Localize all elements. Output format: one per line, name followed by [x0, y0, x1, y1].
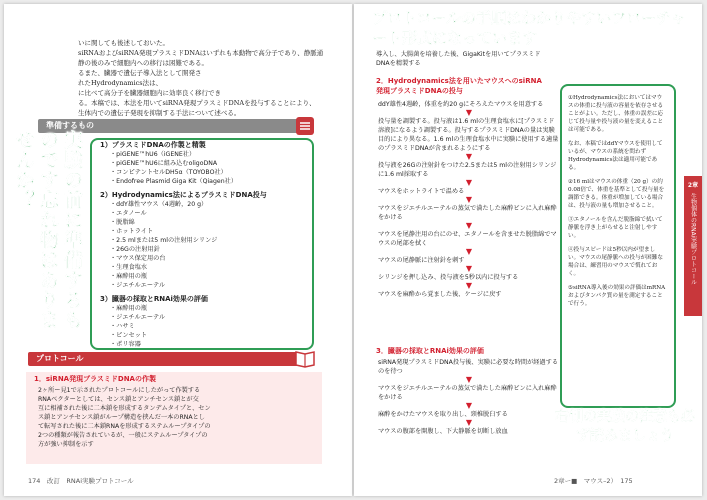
prep-group-title: 2）Hydrodynamics法によるプラスミドDNA投与	[100, 191, 267, 199]
arrow-down-icon: ▼	[465, 247, 473, 256]
protocol-line: ス鎖とアンチセンス鎖がループ構造を挟んだ一本のRNAとし	[38, 414, 205, 421]
prep-item: ・コンピテントセルDH5α（TOYOBO社）	[110, 169, 227, 176]
prep-item: ・麻酔用の瓶	[110, 273, 148, 280]
prep-item: ・ddY雄性マウス（4週齢，20 g）	[110, 201, 208, 208]
sec3-title: 3．臓器の採取とRNAi効果の評価	[376, 347, 484, 355]
prep-item: ・piGENE™hU6（iGENE社）	[110, 151, 196, 158]
prep-item: ・麻酔用の瓶	[110, 305, 148, 312]
prep-callout: 実験の前に準備するものです忘れ物はありませんか？	[13, 130, 83, 330]
chapter-number: 2章	[687, 182, 699, 189]
intro-line: いに関しても後述しておいた。	[78, 39, 169, 47]
sec2-title: 2．Hydrodynamics法を用いたマウスへのsiRNA発現プラスミドDNAの投与	[376, 77, 542, 95]
chapter-tab	[684, 176, 702, 316]
prep-item: ・ピンセット	[110, 332, 148, 339]
flow-step: シリンジを押し込み、投与液を5秒以内に投与する	[378, 274, 519, 281]
flow-step: 投与液を26Gの注射針をつけた2.5または5 mlの注射用シリンジに1.6 ml採取する	[378, 162, 557, 178]
note-item: ③エタノールを含んだ脱脂綿で拭いて静脈を浮き上がらせると注射しやすい。	[568, 217, 663, 239]
protocol-line: 2ヶ所ー見1で示されたプロトコールにしたがって作製する	[38, 387, 201, 394]
protocol-line: 2つの種類が報告されているが、一般にステムループタイプの	[38, 432, 208, 439]
intro-line: る。本稿では、本法を用いてsiRNA発現プラスミドDNAを投与することにより、	[78, 99, 316, 107]
protocol-line: 方が強い抑制を示す	[38, 441, 94, 448]
prep-item: ・Endofree Plasmid Giga Kit（Qiagen社）	[110, 178, 238, 185]
arrow-down-icon: ▼	[465, 375, 473, 384]
right-top-text	[376, 50, 566, 68]
right-page	[354, 4, 702, 496]
prep-item: ・生理食塩水	[110, 264, 148, 271]
prep-highlight-frame	[90, 138, 314, 350]
prep-group-title: 1）プラスミドDNAの作製と精製	[100, 141, 206, 149]
prep-item: ・piGENE™hU6に組み込むoligoDNA	[110, 160, 218, 167]
arrow-down-icon: ▼	[465, 418, 473, 427]
protocol-line: 互に相補された後に二本鎖を形成するタンデムタイプと、セン	[38, 405, 211, 412]
flow-step: マウスの腹部を開腹し、下大静脈を切断し放血	[378, 428, 508, 435]
right-footer: 2章ー■ マウス–2） 175	[554, 477, 633, 485]
prep-item: ・ホットライト	[110, 228, 154, 235]
prep-item: ・2.5 mlまたは5 mlの注射用シリンジ	[110, 237, 218, 244]
notes-callout: 右側の実験の注意も必ず読みましょう	[555, 409, 695, 444]
intro-line: に比べて高分子を臓器細胞内に効率良く移行でき	[78, 89, 221, 97]
note-item: なお、本稿ではddYマウスを使用しているが、マウスの系統を問わずHydrodynamics法は適用可能である。	[568, 141, 663, 171]
note-item: ①Hydrodynamics法においてはマウスの体重に投与液の容量を依存させることがよい。ただし、体重の誤差に応じて投与量や投与液の量を変えることは可能である。	[568, 95, 664, 133]
arrow-down-icon: ▼	[465, 264, 473, 273]
book-icon	[294, 347, 316, 369]
chapter-title: 生物個体のRNAi実験プロトコール	[689, 193, 697, 286]
note-item: ⑤siRNA導入後の効果の評価はmRNAおよびタンパク質の量を測定することで行う。	[568, 285, 666, 307]
note-item: ④投与スピードは5秒以内が望ましい。マウスの尾静脈への投与が困難な場合は、練習用のマウスで慣れておく。	[568, 247, 663, 277]
protocol-step-1-box	[26, 372, 322, 464]
flow-step: ddY雄性4週齢，体重を約20 gにそろえたマウスを用意する	[378, 101, 544, 108]
protocol-section-header	[28, 352, 300, 366]
notes-column	[568, 94, 666, 400]
prep-title: 準備するもの	[46, 121, 94, 130]
intro-line: るまた、臓器で遺伝子導入法として開発さ	[78, 69, 202, 77]
flow-step: 麻酔をかけたマウスを取り出し、頸椎脱臼する	[378, 411, 508, 418]
arrow-down-icon: ▼	[465, 401, 473, 410]
prep-item: ・ジエチルエーテル	[110, 282, 166, 289]
left-page	[4, 4, 352, 496]
prep-header-icon	[296, 117, 314, 135]
flow-step: 投与量を調製する。投与液は1.6 mlの生理食塩水に[プラスミド溶液]になるよう調製する。投与するプラスミドDNAの量は実験目的により異なる。1.6 mlの生理食塩水中に実験に使用する適量のプラスミドDNAが含まれるようにする	[378, 118, 559, 152]
sec3-flow	[378, 358, 560, 436]
sec2-flow	[378, 100, 560, 299]
prep-item: ・エタノール	[110, 210, 147, 217]
prep-item: ・ジエチルエーテル	[110, 314, 166, 321]
arrow-down-icon: ▼	[465, 108, 473, 117]
prep-item: ・ポリ容器	[110, 341, 141, 348]
protocol-title: プロトコール	[36, 354, 84, 363]
top-line: DNAを精製する	[376, 60, 421, 67]
intro-line: れたHydrodynamics法は、	[78, 79, 163, 87]
intro-paragraph	[78, 38, 328, 118]
arrow-down-icon: ▼	[465, 195, 473, 204]
protocol-line: て転写された後に二本鎖RNAを形成するステムループタイプの	[38, 423, 211, 430]
flow-step: マウスを尾静注用の台にのせ、エタノールを含ませた脱脂綿でマウスの尾部を拭く	[378, 231, 557, 247]
flow-step: マウスをジエチルエーテルの蒸気で満たした麻酔ビンに入れ麻酔をかける	[378, 205, 557, 221]
prep-item: ・マウス保定用の台	[110, 255, 166, 262]
prep-item: ・26Gの注射用針	[110, 246, 160, 253]
protocol-line: RNAベクターとしては、センス鎖とアンチセンス鎖とが交	[38, 396, 199, 403]
prep-group-title: 3）臓器の採取とRNAi効果の評価	[100, 295, 208, 303]
arrow-down-icon: ▼	[465, 281, 473, 290]
intro-line: siRNAおよびsiRNA発現プラスミドDNAはいずれも本動物で高分子であり、静脈通	[78, 49, 324, 57]
flow-step: マウスを麻酔から覚ました後、ケージに戻す	[378, 291, 502, 298]
arrow-down-icon: ▼	[465, 178, 473, 187]
flow-step: siRNA発現プラスミドDNA投与後、実験に必要な時間が経過するのを待つ	[378, 359, 559, 375]
flow-step: マウスをジエチルエーテルの蒸気で満たした麻酔ビンに入れ麻酔をかける	[378, 385, 557, 401]
protocol-subtitle: 1．siRNA発現プラスミドDNAの作製	[34, 375, 156, 383]
flowchart-callout: プロトコールの手順はわかりやすいフローチャート形式になっています	[372, 9, 686, 47]
left-footer: 174 改訂 RNAi実験プロトコール	[28, 477, 134, 485]
intro-line: 静の後のみで細胞内への移行は困難である。	[78, 59, 208, 67]
flow-step: マウスをホットライトで温める	[378, 188, 465, 195]
arrow-down-icon: ▼	[465, 221, 473, 230]
intro-line: 生体内での遺伝子発現を抑制する手法について述べる。	[78, 109, 241, 117]
prep-item: ・脱脂綿	[110, 219, 135, 226]
prep-item: ・ハサミ	[110, 323, 135, 330]
top-line: 導入し、大腸菌を培養した後、GigaKitを用いてプラスミド	[376, 51, 541, 58]
arrow-down-icon: ▼	[465, 152, 473, 161]
flow-step: マウスの尾静脈に注射針を刺す	[378, 257, 465, 264]
note-item: ②16 mlはマウスの体重（20 g）の約0.08倍で、体重を基準として投与量を調節できる。体重が増加している場合は、投与液の量も増加させること。	[568, 179, 665, 209]
